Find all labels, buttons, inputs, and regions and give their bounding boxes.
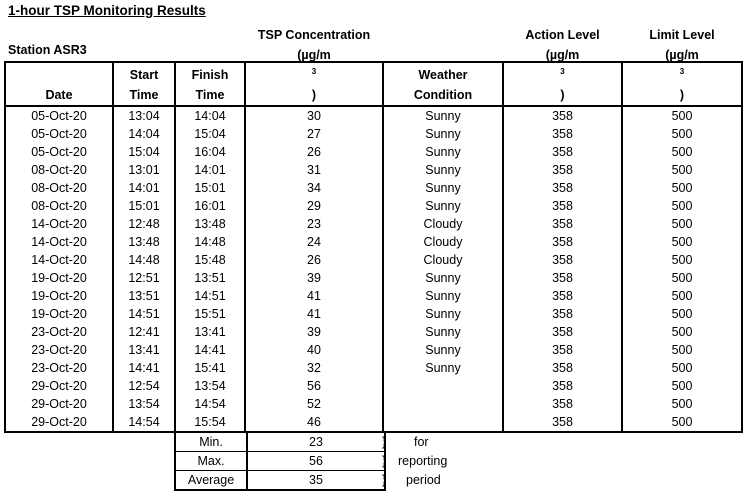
tsp-value-cell: 26 (245, 251, 383, 269)
start-time-cell: 14:01 (113, 179, 175, 197)
weather-cell: Sunny (383, 323, 503, 341)
tsp-value-cell: 34 (245, 179, 383, 197)
weather-cell: Cloudy (383, 251, 503, 269)
header-date: Date (5, 62, 113, 106)
tsp-value-cell: 24 (245, 233, 383, 251)
date-cell: 14-Oct-20 (5, 233, 113, 251)
finish-time-cell: 15:51 (175, 305, 245, 323)
action-level-cell: 358 (503, 106, 622, 125)
action-level-cell: 358 (503, 179, 622, 197)
weather-cell: Cloudy (383, 233, 503, 251)
start-time-cell: 15:04 (113, 143, 175, 161)
finish-time-cell: 13:48 (175, 215, 245, 233)
date-cell: 19-Oct-20 (5, 269, 113, 287)
limit-level-cell: 500 (622, 323, 742, 341)
finish-time-cell: 13:41 (175, 323, 245, 341)
date-cell: 14-Oct-20 (5, 251, 113, 269)
summary-value: 56 (247, 452, 385, 471)
finish-time-cell: 15:41 (175, 359, 245, 377)
weather-cell: Sunny (383, 125, 503, 143)
finish-time-cell: 15:01 (175, 179, 245, 197)
table-row (5, 341, 742, 359)
table-row (5, 395, 742, 413)
start-time-cell: 12:41 (113, 323, 175, 341)
table-row (5, 161, 742, 179)
header-tsp-concentration: TSP Concentration (µg/m $^3$ ) (245, 62, 383, 106)
action-level-cell: 358 (503, 305, 622, 323)
limit-level-cell: 500 (622, 269, 742, 287)
date-cell: 29-Oct-20 (5, 377, 113, 395)
date-cell: 29-Oct-20 (5, 413, 113, 432)
tsp-value-cell: 39 (245, 269, 383, 287)
action-level-cell: 358 (503, 341, 622, 359)
limit-level-cell: 500 (622, 233, 742, 251)
limit-level-cell: 500 (622, 215, 742, 233)
finish-time-cell: 14:48 (175, 233, 245, 251)
action-level-cell: 358 (503, 197, 622, 215)
limit-level-cell: 500 (622, 377, 742, 395)
date-cell: 23-Oct-20 (5, 323, 113, 341)
tsp-value-cell: 26 (245, 143, 383, 161)
tsp-value-cell: 32 (245, 359, 383, 377)
start-time-cell: 13:54 (113, 395, 175, 413)
table-row (5, 359, 742, 377)
date-cell: 05-Oct-20 (5, 143, 113, 161)
tsp-value-cell: 56 (245, 377, 383, 395)
action-level-cell: 358 (503, 269, 622, 287)
date-cell: 08-Oct-20 (5, 197, 113, 215)
table-row (5, 251, 742, 269)
weather-cell (383, 377, 503, 395)
action-level-cell: 358 (503, 359, 622, 377)
table-row (5, 197, 742, 215)
limit-level-cell: 500 (622, 341, 742, 359)
date-cell: 23-Oct-20 (5, 341, 113, 359)
limit-level-cell: 500 (622, 143, 742, 161)
date-cell: 19-Oct-20 (5, 287, 113, 305)
finish-time-cell: 16:01 (175, 197, 245, 215)
finish-time-cell: 13:54 (175, 377, 245, 395)
summary-label: Min. (175, 433, 247, 452)
table-body (5, 106, 742, 432)
finish-time-cell: 14:51 (175, 287, 245, 305)
header-weather-condition: Weather Condition (383, 62, 503, 106)
action-level-cell: 358 (503, 287, 622, 305)
tsp-value-cell: 46 (245, 413, 383, 432)
limit-level-cell: 500 (622, 125, 742, 143)
summary-value: 23 (247, 433, 385, 452)
page-title: 1-hour TSP Monitoring Results (8, 3, 206, 18)
tsp-value-cell: 41 (245, 305, 383, 323)
summary-label: Max. (175, 452, 247, 471)
table-row (5, 287, 742, 305)
table-row (5, 269, 742, 287)
start-time-cell: 13:48 (113, 233, 175, 251)
table-row (5, 179, 742, 197)
action-level-cell: 358 (503, 413, 622, 432)
tsp-value-cell: 40 (245, 341, 383, 359)
weather-cell: Sunny (383, 161, 503, 179)
weather-cell: Sunny (383, 305, 503, 323)
weather-cell: Sunny (383, 197, 503, 215)
action-level-cell: 358 (503, 251, 622, 269)
summary-value: 35 (247, 471, 385, 491)
brace-mark: } (382, 435, 387, 449)
weather-cell: Sunny (383, 287, 503, 305)
tsp-value-cell: 52 (245, 395, 383, 413)
start-time-cell: 15:01 (113, 197, 175, 215)
action-level-cell: 358 (503, 377, 622, 395)
table-row (5, 413, 742, 432)
header-start-time: Start Time (113, 62, 175, 106)
limit-level-cell: 500 (622, 287, 742, 305)
table-row (5, 233, 742, 251)
note-line: period (406, 473, 441, 487)
header-action-level: Action Level (µg/m $^3$ ) (503, 62, 622, 106)
weather-cell (383, 395, 503, 413)
table-row (5, 215, 742, 233)
weather-cell: Cloudy (383, 215, 503, 233)
weather-cell: Sunny (383, 143, 503, 161)
weather-cell: Sunny (383, 269, 503, 287)
finish-time-cell: 15:54 (175, 413, 245, 432)
summary-table (174, 432, 386, 491)
finish-time-cell: 15:04 (175, 125, 245, 143)
weather-cell: Sunny (383, 179, 503, 197)
note-line: reporting (398, 454, 448, 468)
date-cell: 14-Oct-20 (5, 215, 113, 233)
action-level-cell: 358 (503, 323, 622, 341)
date-cell: 23-Oct-20 (5, 359, 113, 377)
start-time-cell: 12:51 (113, 269, 175, 287)
header-row (5, 62, 742, 106)
tsp-value-cell: 29 (245, 197, 383, 215)
table-row (5, 143, 742, 161)
weather-cell: Sunny (383, 341, 503, 359)
limit-level-cell: 500 (622, 305, 742, 323)
action-level-cell: 358 (503, 143, 622, 161)
finish-time-cell: 14:41 (175, 341, 245, 359)
finish-time-cell: 14:04 (175, 106, 245, 125)
limit-level-cell: 500 (622, 251, 742, 269)
action-level-cell: 358 (503, 161, 622, 179)
brace-mark: } (382, 473, 387, 487)
limit-level-cell: 500 (622, 359, 742, 377)
action-level-cell: 358 (503, 215, 622, 233)
start-time-cell: 13:51 (113, 287, 175, 305)
note-line: for (414, 435, 429, 449)
start-time-cell: 14:41 (113, 359, 175, 377)
table-row (5, 323, 742, 341)
summary-row-average (175, 471, 385, 491)
tsp-value-cell: 23 (245, 215, 383, 233)
table-row (5, 125, 742, 143)
finish-time-cell: 16:04 (175, 143, 245, 161)
date-cell: 08-Oct-20 (5, 161, 113, 179)
date-cell: 05-Oct-20 (5, 106, 113, 125)
finish-time-cell: 15:48 (175, 251, 245, 269)
date-cell: 08-Oct-20 (5, 179, 113, 197)
header-finish-time: Finish Time (175, 62, 245, 106)
summary-row-max (175, 452, 385, 471)
finish-time-cell: 14:54 (175, 395, 245, 413)
start-time-cell: 14:48 (113, 251, 175, 269)
action-level-cell: 358 (503, 395, 622, 413)
weather-cell (383, 413, 503, 432)
tsp-value-cell: 31 (245, 161, 383, 179)
limit-level-cell: 500 (622, 106, 742, 125)
limit-level-cell: 500 (622, 179, 742, 197)
limit-level-cell: 500 (622, 413, 742, 432)
start-time-cell: 13:04 (113, 106, 175, 125)
tsp-value-cell: 27 (245, 125, 383, 143)
start-time-cell: 13:41 (113, 341, 175, 359)
weather-cell: Sunny (383, 106, 503, 125)
weather-cell: Sunny (383, 359, 503, 377)
summary-row-min (175, 433, 385, 452)
header-limit-level: Limit Level (µg/m $^3$ ) (622, 62, 742, 106)
station-label: Station ASR3 (8, 43, 87, 57)
action-level-cell: 358 (503, 233, 622, 251)
brace-mark: } (382, 454, 387, 468)
start-time-cell: 13:01 (113, 161, 175, 179)
start-time-cell: 12:54 (113, 377, 175, 395)
limit-level-cell: 500 (622, 395, 742, 413)
finish-time-cell: 14:01 (175, 161, 245, 179)
start-time-cell: 12:48 (113, 215, 175, 233)
date-cell: 05-Oct-20 (5, 125, 113, 143)
summary-label: Average (175, 471, 247, 491)
limit-level-cell: 500 (622, 197, 742, 215)
start-time-cell: 14:54 (113, 413, 175, 432)
tsp-value-cell: 41 (245, 287, 383, 305)
table-row (5, 305, 742, 323)
tsp-value-cell: 39 (245, 323, 383, 341)
tsp-value-cell: 30 (245, 106, 383, 125)
action-level-cell: 358 (503, 125, 622, 143)
start-time-cell: 14:51 (113, 305, 175, 323)
limit-level-cell: 500 (622, 161, 742, 179)
table-row (5, 377, 742, 395)
date-cell: 19-Oct-20 (5, 305, 113, 323)
table-row (5, 106, 742, 125)
date-cell: 29-Oct-20 (5, 395, 113, 413)
start-time-cell: 14:04 (113, 125, 175, 143)
finish-time-cell: 13:51 (175, 269, 245, 287)
